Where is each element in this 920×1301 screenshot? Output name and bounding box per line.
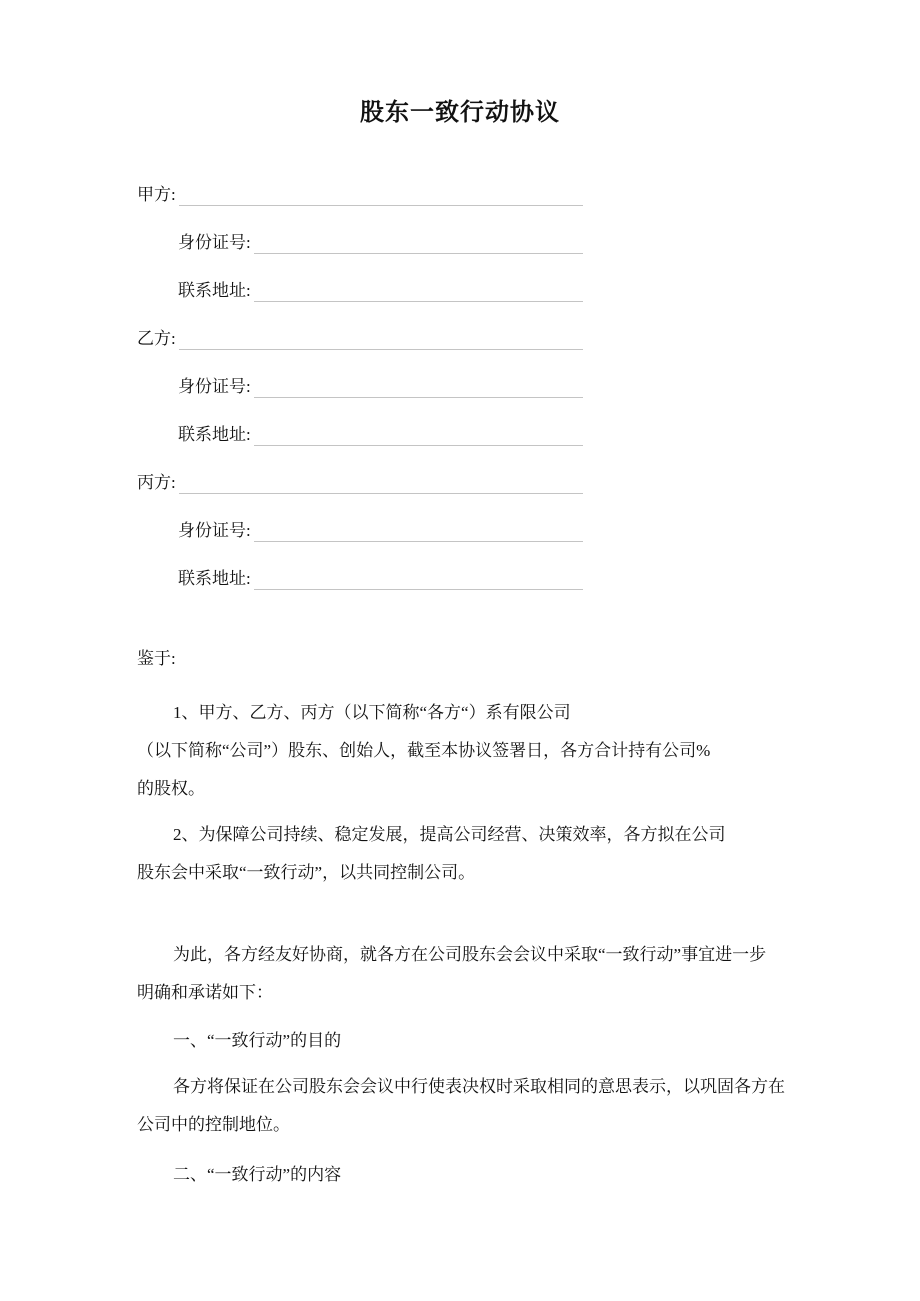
party-b-id-blank[interactable] xyxy=(254,376,583,398)
party-c-id-blank[interactable] xyxy=(254,520,583,542)
document-title: 股东一致行动协议 xyxy=(360,99,560,126)
party-c-id-label: 身份证号: xyxy=(178,521,251,540)
section-1-paragraph xyxy=(137,1068,783,1144)
paragraph-line: 2、为保障公司持续、稳定发展，提高公司经营、决策效率，各方拟在公司 xyxy=(173,825,726,844)
party-b-address-label: 联系地址: xyxy=(178,425,251,444)
party-a-address-blank[interactable] xyxy=(254,280,583,302)
paragraph-line: （以下简称“公司”）股东、创始人，截至本协议签署日，各方合计持有公司% xyxy=(137,741,711,760)
party-c-label: 丙方: xyxy=(137,473,176,492)
party-a-name-row xyxy=(137,158,583,206)
party-c-name-blank[interactable] xyxy=(179,472,583,494)
party-b-name-blank[interactable] xyxy=(179,328,583,350)
party-c-address-row xyxy=(137,542,583,590)
paragraph-line: 明确和承诺如下： xyxy=(137,983,273,1002)
party-b-address-row xyxy=(137,398,583,446)
paragraph-line: 各方将保证在公司股东会会议中行使表决权时采取相同的意思表示，以巩固各方在 xyxy=(173,1077,785,1096)
party-c-address-label: 联系地址: xyxy=(178,569,251,588)
whereas-clause-1 xyxy=(137,694,783,808)
party-c-id-row xyxy=(137,494,583,542)
paragraph-line: 1、甲方、乙方、丙方（以下简称“各方“）系有限公司 xyxy=(173,703,571,722)
parties-form xyxy=(137,158,783,590)
party-b-id-row xyxy=(137,350,583,398)
party-a-id-blank[interactable] xyxy=(254,232,583,254)
party-b-label: 乙方: xyxy=(137,329,176,348)
party-a-address-row xyxy=(137,254,583,302)
intro-paragraph xyxy=(137,936,783,1012)
paragraph-line: 股东会中采取“一致行动”，以共同控制公司。 xyxy=(137,863,476,882)
section-1-heading: 一、“一致行动”的目的 xyxy=(173,1031,342,1050)
party-c-name-row xyxy=(137,446,583,494)
agreement-body xyxy=(137,640,783,1194)
party-a-id-row xyxy=(137,206,583,254)
paragraph-line: 的股权。 xyxy=(137,779,205,798)
whereas-heading: 鉴于: xyxy=(137,649,176,668)
party-b-address-blank[interactable] xyxy=(254,424,583,446)
section-2-heading: 二、“一致行动”的内容 xyxy=(173,1165,342,1184)
party-a-id-label: 身份证号: xyxy=(178,233,251,252)
party-a-name-blank[interactable] xyxy=(179,184,583,206)
party-a-address-label: 联系地址: xyxy=(178,281,251,300)
whereas-clause-2 xyxy=(137,816,783,892)
party-b-id-label: 身份证号: xyxy=(178,377,251,396)
party-a-label: 甲方: xyxy=(137,185,176,204)
party-c-address-blank[interactable] xyxy=(254,568,583,590)
party-b-name-row xyxy=(137,302,583,350)
paragraph-line: 公司中的控制地位。 xyxy=(137,1115,290,1134)
paragraph-line: 为此，各方经友好协商，就各方在公司股东会会议中采取“一致行动”事宜进一步 xyxy=(173,945,767,964)
